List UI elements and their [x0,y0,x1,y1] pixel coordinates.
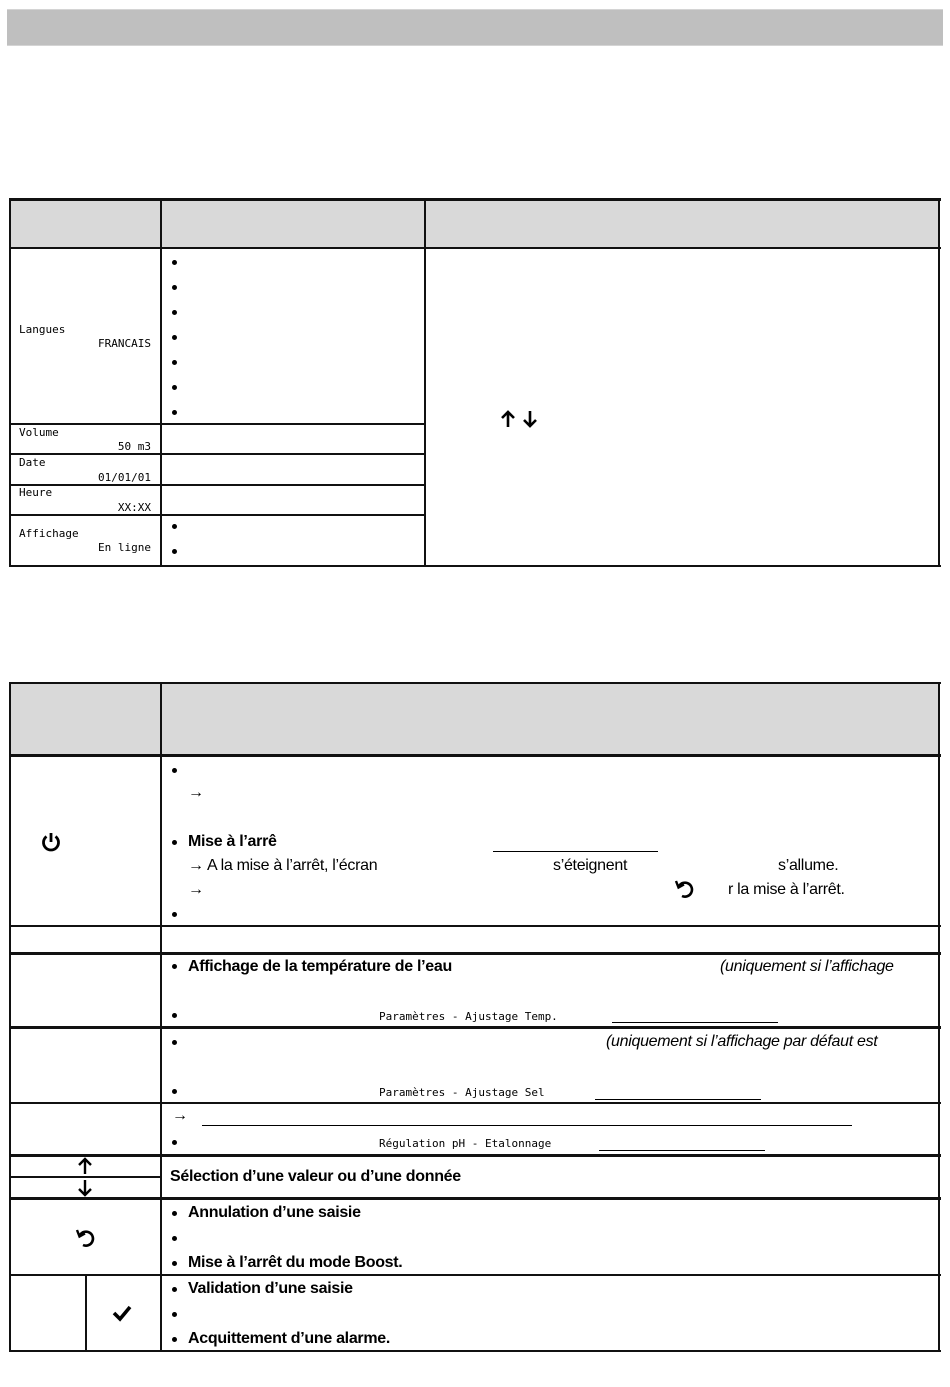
underline-blank [599,1150,765,1151]
bullet [172,1287,177,1292]
lcd-label-volume: Volume [19,426,59,439]
temp-note: (uniquement si l’affichage [720,958,894,975]
table-border [9,1350,941,1352]
power-icon [38,830,64,854]
underline-blank [202,1125,852,1126]
lcd-value-langues: FRANCAIS [98,337,151,350]
arrow-up-icon [74,1157,96,1175]
row-divider [9,925,941,927]
table-border [9,682,11,1352]
underline-blank [595,1099,761,1100]
underline-blank [612,1022,778,1023]
selection-text: Sélection d’une valeur ou d’une donnée [170,1168,461,1185]
check-icon [110,1302,134,1324]
bullet [172,1140,177,1145]
bullet [172,964,177,969]
cancel-item: Mise à l’arrêt du mode Boost. [188,1254,403,1271]
bullet [172,1312,177,1317]
lcd-value-volume: 50 m3 [117,440,151,453]
row-divider [9,952,941,955]
bullet [172,768,177,773]
undo-icon [672,877,696,901]
table-header [10,683,939,754]
menu-path-ph: Régulation pH - Etalonnage [379,1137,552,1150]
table-border [9,754,941,757]
row-divider [9,1197,941,1200]
bullet [172,410,177,415]
bullet [172,1089,177,1094]
row-divider [9,514,426,516]
bullet [172,335,177,340]
table-header [10,199,939,248]
bullet [172,1261,177,1266]
stop-label: Mise à l’arrê [188,833,277,850]
arrow-marker: → [172,1107,188,1124]
lcd-label-date: Date [19,456,46,469]
menu-path-temp: Paramètres - Ajustage Temp. [379,1010,558,1023]
table-border [9,682,941,684]
cell-divider [85,1274,87,1352]
arrow-down-icon [74,1179,96,1197]
stop-text-line2-end: r la mise à l’arrêt. [728,881,845,898]
bullet [172,1236,177,1241]
validate-item: Acquittement d’une alarme. [188,1330,391,1347]
table-border [9,247,941,249]
bullet [172,360,177,365]
bullet [172,1211,177,1216]
row-divider [9,1026,941,1029]
table-border [9,198,11,567]
lcd-label-langues: Langues [19,323,66,336]
lcd-label-heure: Heure [19,486,53,499]
table-border [9,565,941,567]
stop-text-end: s’allume. [778,857,839,874]
temp-title: Affichage de la température de l’eau [188,958,452,975]
arrow-marker: → [188,784,204,801]
bullet [172,285,177,290]
stop-text-mid: s’éteignent [553,857,628,874]
bullet [172,912,177,917]
validate-item: Validation d’une saisie [188,1280,353,1297]
lcd-value-date: 01/01/01 [98,471,151,484]
row-divider [9,423,426,425]
table-border [160,682,162,1352]
undo-icon [73,1226,97,1250]
bullet [172,1013,177,1018]
table-border [938,198,940,567]
bullet [172,1040,177,1045]
row-divider [9,1154,941,1157]
cancel-item: Annulation d’une saisie [188,1204,361,1221]
row-divider [9,484,426,486]
section-header-bar [7,9,943,46]
bullet [172,549,177,554]
up-down-arrows-icon [500,409,542,429]
menu-path-salt: Paramètres - Ajustage Sel [379,1086,545,1099]
bullet [172,1337,177,1342]
stop-text-start: → A la mise à l’arrêt, l’écran [188,857,378,874]
underline-blank [493,851,658,852]
bullet [172,385,177,390]
salt-note: (uniquement si l’affichage par défaut est [606,1033,878,1050]
lcd-value-heure: XX:XX [117,501,151,514]
lcd-label-affichage: Affichage [19,527,79,540]
bullet [172,840,177,845]
table-border [160,198,162,567]
table-border [9,198,941,201]
table-border [424,198,426,567]
bullet [172,260,177,265]
table-border [938,682,940,1352]
arrow-marker: → [188,881,204,898]
row-divider [9,1176,162,1178]
row-divider [9,453,426,455]
row-divider [9,1102,941,1104]
bullet [172,524,177,529]
row-divider [9,1274,941,1276]
lcd-value-affichage: En ligne [98,541,151,554]
bullet [172,310,177,315]
